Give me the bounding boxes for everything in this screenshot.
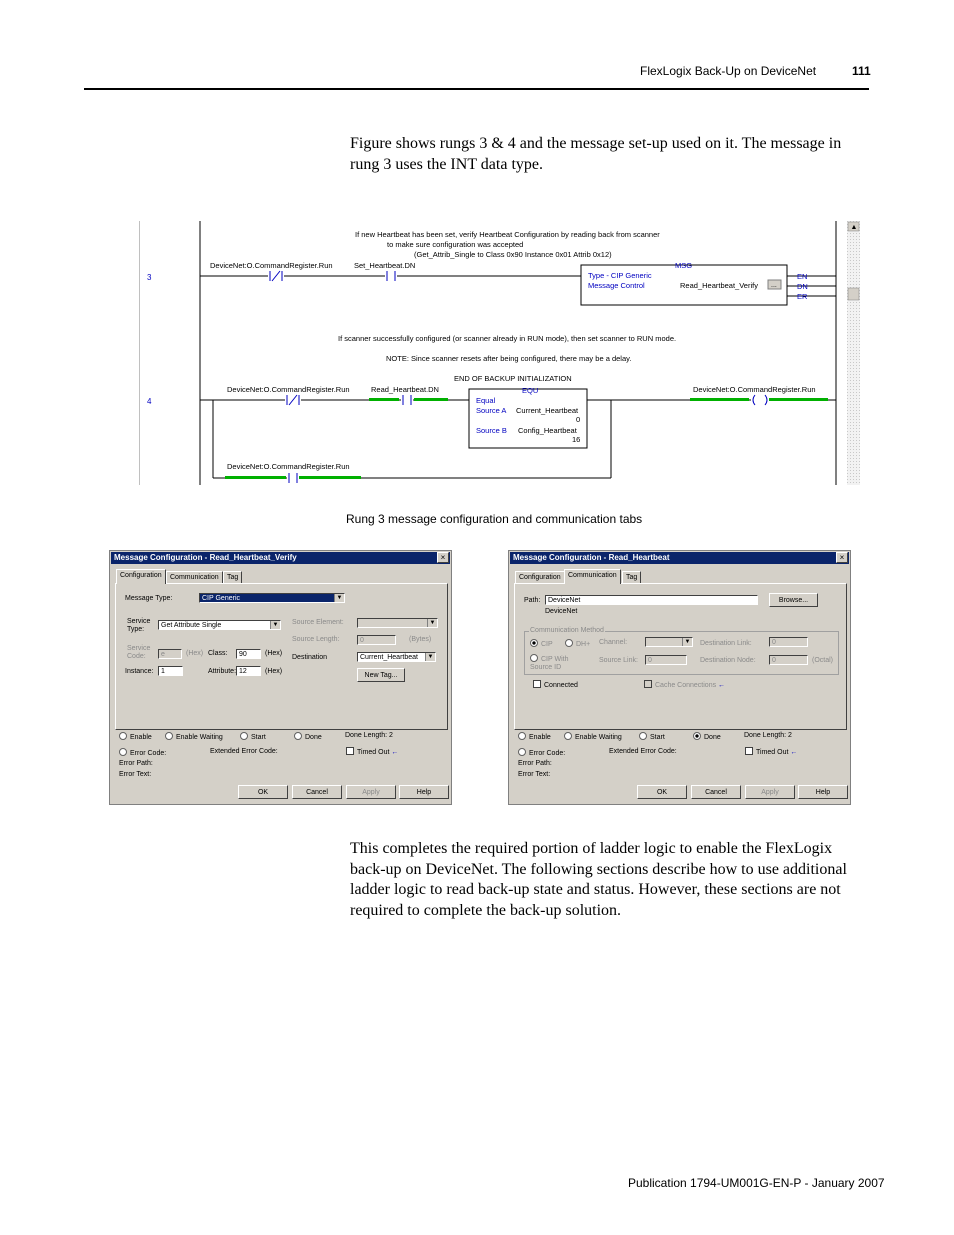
rung3-comment-line2: to make sure configuration was accepted [387,240,524,249]
service-type-value: Get Attribute Single [161,622,222,629]
status-enable-label: Enable [529,734,551,741]
status-start [240,732,266,741]
cip-with-source-option[interactable] [530,654,569,672]
error-code-label: Error Code: [529,750,566,757]
timed-out-label: Timed Out [357,749,390,756]
page-number: 111 [852,64,871,78]
error-path: Error Path: [518,760,552,767]
source-link-label: Source Link: [599,657,638,664]
communication-method-label: Communication Method [530,627,604,634]
cip-label: CIP [541,641,553,648]
instance-field[interactable]: 1 [158,666,183,676]
arrow-left-icon: ← [790,749,798,756]
tab-configuration[interactable]: Configuration [515,571,565,584]
msg-er-output: ER [797,292,808,301]
status-done-label: Done [305,734,322,741]
error-code [518,748,565,757]
rung4-comment-line3: END OF BACKUP INITIALIZATION [454,374,572,383]
status-enable-waiting [165,732,223,741]
msg-dn-output: DN [797,282,808,291]
status-enable-waiting-label: Enable Waiting [176,734,223,741]
extended-error-code: Extended Error Code: [210,748,278,755]
figure-caption: Rung 3 message configuration and communication tabs [346,512,643,526]
path-resolved: DeviceNet [545,608,578,615]
error-indicator [119,748,127,756]
rung4-xio-contact [285,395,301,405]
service-code-hex-label: (Hex) [186,650,204,657]
path-field[interactable]: DeviceNet [545,595,758,605]
status-enable-waiting-label: Enable Waiting [575,734,622,741]
error-code [119,748,166,757]
rung4-branch-xic-contact [287,473,299,483]
class-field[interactable]: 90 [236,649,261,659]
rung3-comment-line1: If new Heartbeat has been set, verify Heartbeat Configuration by reading back from scanner [355,230,660,239]
chevron-down-icon[interactable]: ▼ [427,619,437,627]
destination-node-label: Destination Node: [700,657,756,664]
class-label: Class: [208,650,228,657]
tab-communication[interactable]: Communication [166,571,223,584]
arrow-left-icon: ← [391,749,399,756]
status-start-label: Start [251,734,266,741]
connected-option[interactable] [533,680,578,689]
msg-title: MSG [675,261,693,270]
rung4-contact2-tag: Read_Heartbeat.DN [371,385,439,394]
source-element-label: Source Element: [292,619,344,626]
msg-control-tag: Read_Heartbeat_Verify [680,281,758,290]
rung4-equ-block [469,386,587,448]
rung3-number: 3 [147,273,152,282]
enable-waiting-indicator [564,732,572,740]
rung4-comment-line2: NOTE: Since scanner resets after being configured, there may be a delay. [386,354,632,363]
rung3-msg-block [581,261,787,305]
msg-browse-label: ... [771,282,777,289]
service-code-label: Service Code: [127,645,151,660]
communication-panel [514,583,847,730]
destination-dropdown[interactable] [357,652,436,662]
equ-title: EQU [522,386,539,395]
service-type-label: Service Type: [127,618,151,633]
equ-source-a-tag: Current_Heartbeat [516,406,579,415]
done-length: Done Length: 2 [744,732,792,739]
new-tag-button[interactable]: New Tag... [357,668,405,682]
cancel-button[interactable]: Cancel [292,785,342,799]
destination-value: Current_Heartbeat [360,654,418,661]
svg-text:▲: ▲ [850,224,858,231]
start-indicator [639,732,647,740]
rung3-xio-contact [268,271,284,281]
chevron-down-icon[interactable]: ▼ [270,621,280,629]
status-done-label: Done [704,734,721,741]
status-enable [119,732,152,741]
equ-source-b-tag: Config_Heartbeat [518,426,577,435]
enable-indicator [119,732,127,740]
timed-out[interactable] [745,747,797,756]
cache-connections-option[interactable] [644,680,725,689]
msg-type: Type - CIP Generic [588,271,652,280]
timed-out-label: Timed Out [756,749,789,756]
configuration-panel [115,583,448,730]
chevron-down-icon[interactable]: ▼ [682,638,692,646]
destination-node-field[interactable]: 0 [769,655,808,665]
rung4-branch-contact-tag: DeviceNet:O.CommandRegister.Run [227,462,350,471]
done-indicator [294,732,302,740]
cache-connections-label: Cache Connections [655,682,717,689]
attribute-field[interactable]: 12 [236,666,261,676]
attribute-label: Attribute: [208,668,237,675]
msg-en-output: EN [797,272,808,281]
intro-paragraph: Figure shows rungs 3 & 4 and the message set-up used on it. The message in rung 3 uses the INT data type. [350,135,842,173]
apply-button[interactable]: Apply [745,785,795,799]
cancel-button[interactable]: Cancel [691,785,741,799]
help-button[interactable]: Help [399,785,449,799]
equ-source-a-value: 0 [576,415,581,424]
error-indicator [518,748,526,756]
rung3-contact1-tag: DeviceNet:O.CommandRegister.Run [210,261,333,270]
cip-with-source-radio[interactable] [530,654,538,662]
equ-source-b-label: Source B [476,426,507,435]
message-type-value: CIP Generic [202,595,240,602]
status-enable-label: Enable [130,734,152,741]
status-start [639,732,665,741]
cache-connections-checkbox[interactable] [644,680,652,688]
equ-source-b-value: 16 [572,435,581,444]
octal-label: (Octal) [812,657,833,664]
rung4-xic-contact [401,395,413,405]
message-config-dialog-verify [109,550,452,805]
attribute-hex-label: (Hex) [265,668,283,675]
path-label: Path: [524,597,541,604]
source-link-field[interactable]: 0 [645,655,687,665]
status-start-label: Start [650,734,665,741]
rung4-output-coil [751,395,769,405]
connected-label: Connected [544,682,578,689]
connected-checkbox[interactable] [533,680,541,688]
publication-footer: Publication 1794-UM001G-EN-P - January 2007 [628,1176,885,1190]
dh-plus-radio[interactable] [565,639,573,647]
equ-label: Equal [476,396,496,405]
error-code-label: Error Code: [130,750,167,757]
class-hex-label: (Hex) [265,650,283,657]
close-icon[interactable]: × [437,552,449,563]
enable-indicator [518,732,526,740]
apply-button[interactable]: Apply [346,785,396,799]
message-type-dropdown[interactable] [199,593,345,603]
message-config-dialog-heartbeat [508,550,851,805]
error-path: Error Path: [119,760,153,767]
chevron-down-icon[interactable]: ▼ [334,594,344,602]
ok-button[interactable]: OK [238,785,288,799]
rung4-coil-tag: DeviceNet:O.CommandRegister.Run [693,385,816,394]
msg-control-label: Message Control [588,281,645,290]
message-type-label: Message Type: [125,595,173,602]
timed-out[interactable] [346,747,398,756]
ok-button[interactable]: OK [637,785,687,799]
status-done [294,732,322,741]
tab-tag[interactable]: Tag [622,571,641,584]
source-length-field[interactable]: 0 [357,635,396,645]
header-rule [84,88,869,90]
rung3-contact2-tag: Set_Heartbeat.DN [354,261,416,270]
destination-link-field[interactable]: 0 [769,637,808,647]
tab-communication[interactable]: Communication [564,569,621,584]
start-indicator [240,732,248,740]
bytes-label: (Bytes) [409,636,432,643]
done-length: Done Length: 2 [345,732,393,739]
timed-out-checkbox[interactable] [346,747,354,755]
error-text: Error Text: [518,771,551,778]
extended-error-code: Extended Error Code: [609,748,677,755]
done-indicator [693,732,701,740]
timed-out-checkbox[interactable] [745,747,753,755]
status-enable [518,732,551,741]
destination-label: Destination [292,654,328,661]
cip-option[interactable] [530,639,553,648]
status-enable-waiting [564,732,622,741]
dh-plus-label: DH+ [576,641,591,648]
dh-plus-option[interactable] [565,639,590,648]
running-header-title: FlexLogix Back-Up on DeviceNet [640,64,817,78]
dialog-titlebar: Message Configuration - Read_Heartbeat [510,552,849,564]
chevron-down-icon[interactable]: ▼ [425,653,435,661]
cip-radio[interactable] [530,639,538,647]
source-element-dropdown[interactable] [357,618,438,628]
tab-tag[interactable]: Tag [223,571,242,584]
channel-label: Channel: [599,639,628,646]
error-text: Error Text: [119,771,152,778]
rung4-number: 4 [147,397,152,406]
instance-label: Instance: [125,668,154,675]
equ-source-a-label: Source A [476,406,507,415]
enable-waiting-indicator [165,732,173,740]
service-code-field[interactable]: e [158,649,182,659]
destination-link-label: Destination Link: [700,640,752,647]
status-done [693,732,721,741]
rung4-contact1-tag: DeviceNet:O.CommandRegister.Run [227,385,350,394]
scroll-thumb[interactable] [848,288,859,300]
help-button[interactable]: Help [798,785,848,799]
service-type-dropdown[interactable] [158,620,281,630]
tab-configuration[interactable]: Configuration [116,569,166,584]
arrow-left-icon: ← [718,682,726,689]
close-icon[interactable]: × [836,552,848,563]
browse-button[interactable]: Browse... [769,593,818,607]
rung4-comment-line1: If scanner successfully configured (or scanner already in RUN mode), then set scanner to RUN mode. [338,334,677,343]
source-length-label: Source Length: [292,636,340,643]
dialog-titlebar: Message Configuration - Read_Heartbeat_Verify [111,552,450,564]
ladder-logic-figure [139,221,861,485]
rung3-xic-contact [385,271,397,281]
closing-paragraph: This completes the required portion of ladder logic to enable the FlexLogix back-up on DeviceNet. The following sections describe how to use additional ladder logic to read back-up state and status. However, these sections are not required to complete the back-up solution. [350,840,847,919]
cip-with-source-label: CIP With Source ID [530,656,569,671]
channel-dropdown[interactable] [645,637,693,647]
rung3-comment-line3: (Get_Attrib_Single to Class 0x90 Instance 0x01 Attrib 0x12) [414,250,612,259]
